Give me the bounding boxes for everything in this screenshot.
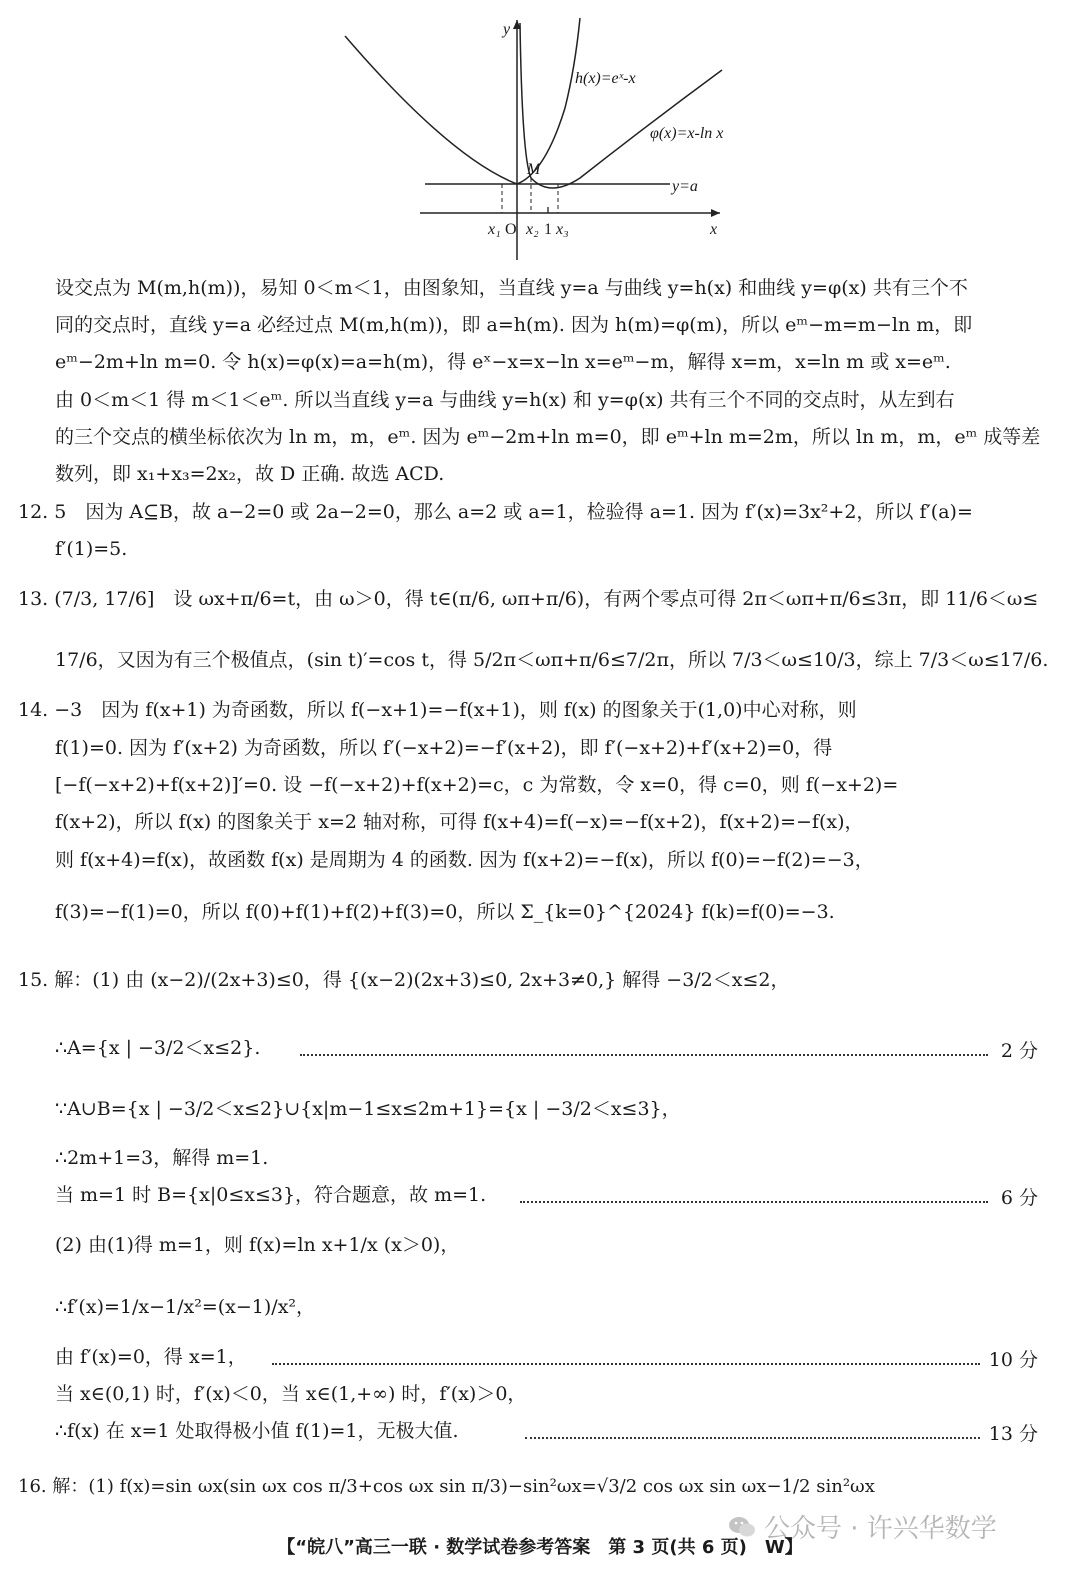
x-axis-label: x <box>710 221 718 238</box>
text-line: 则 f(x+4)=f(x)，故函数 f(x) 是周期为 4 的函数. 因为 f(x+2)=−f(x)，所以 f(0)=−f(2)=−3， <box>55 849 874 871</box>
text-line: 同的交点时，直线 y=a 必经过点 M(m,h(m))，即 a=h(m). 因为 h(m)=φ(m)，所以 eᵐ−m=m−ln m，即 <box>55 314 973 336</box>
point-m-label: M <box>527 161 541 178</box>
score-label: 13 分 <box>988 1423 1038 1445</box>
x1-label: x₁ <box>488 221 501 238</box>
x-axis-arrow <box>711 209 720 217</box>
text-line: f′(1)=5. <box>55 538 128 560</box>
text-line: [−f(−x+2)+f(x+2)]′=0. 设 −f(−x+2)+f(x+2)=c，c 为常数，令 x=0，得 c=0，则 f(−x+2)= <box>55 774 899 796</box>
text-line: 的三个交点的横坐标依次为 ln m，m，eᵐ. 因为 eᵐ−2m+ln m=0，即 eᵐ+ln m=2m，所以 ln m，m，eᵐ 成等差 <box>55 426 1041 448</box>
y-axis-label: y <box>503 21 511 38</box>
curve-phi-label: φ(x)=x-ln x <box>650 125 724 142</box>
origin-label: O <box>505 221 517 238</box>
dot-leader <box>520 1201 988 1203</box>
text-line: f(1)=0. 因为 f′(x+2) 为奇函数，所以 f′(−x+2)=−f′(x+2)，即 f′(−x+2)+f′(x+2)=0，得 <box>55 737 833 759</box>
score-label: 2 分 <box>1000 1040 1038 1062</box>
curve-phi <box>520 23 722 188</box>
text-line: ∴A={x | −3/2＜x≤2}. <box>55 1037 261 1059</box>
text-line: eᵐ−2m+ln m=0. 令 h(x)=φ(x)=a=h(m)，得 eˣ−x=x−ln x=eᵐ−m，解得 x=m，x=ln m 或 x=eᵐ. <box>55 351 951 373</box>
score-label: 10 分 <box>988 1349 1038 1371</box>
score-label: 6 分 <box>1000 1187 1038 1209</box>
answer-12: 12. 5 因为 A⊆B，故 a−2=0 或 2a−2=0，那么 a=2 或 a=1，检验得 a=1. 因为 f′(x)=3x²+2，所以 f′(a)= <box>18 501 973 523</box>
text-line: f(3)=−f(1)=0，所以 f(0)+f(1)+f(2)+f(3)=0，所以 Σ_{k=0}^{2024} f(k)=f(0)=−3. <box>55 901 835 923</box>
text-line: 数列，即 x₁+x₃=2x₂，故 D 正确. 故选 ACD. <box>55 463 445 485</box>
text-line: 17/6，又因为有三个极值点，(sin t)′=cos t，得 5/2π＜ωπ+π/6≤7/2π，所以 7/3＜ω≤10/3，综上 7/3＜ω≤17/6. <box>55 649 1049 671</box>
x3-label: x₃ <box>556 221 569 238</box>
text-line: ∴f′(x)=1/x−1/x²=(x−1)/x²， <box>55 1296 316 1318</box>
text-line: ∵A∪B={x | −3/2＜x≤2}∪{x|m−1≤x≤2m+1}={x | −3/2＜x≤3}， <box>55 1098 681 1120</box>
curve-h <box>345 18 580 184</box>
text-line: f(x+2)，所以 f(x) 的图象关于 x=2 轴对称，可得 f(x+4)=f(−x)=−f(x+2)，f(x+2)=−f(x)， <box>55 811 864 833</box>
text-line: 由 f′(x)=0，得 x=1， <box>55 1346 247 1368</box>
answer-13: 13. (7/3, 17/6] 设 ωx+π/6=t，由 ω＞0，得 t∈(π/6, ωπ+π/6)，有两个零点可得 2π＜ωπ+π/6≤3π，即 11/6＜ω≤ <box>18 588 1039 610</box>
text-line: 当 x∈(0,1) 时，f′(x)＜0，当 x∈(1,+∞) 时，f′(x)＞0， <box>55 1383 527 1405</box>
answer-14: 14. −3 因为 f(x+1) 为奇函数，所以 f(−x+1)=−f(x+1)，则 f(x) 的图象关于(1,0)中心对称，则 <box>18 699 857 721</box>
text-line: (2) 由(1)得 m=1，则 f(x)=ln x+1/x (x＞0)， <box>55 1234 460 1256</box>
x2-label: x₂ <box>526 221 539 238</box>
page-footer: 【“皖八”高三一联 · 数学试卷参考答案 第 3 页(共 6 页) W】 <box>277 1537 803 1558</box>
text-line: ∴f(x) 在 x=1 处取得极小值 f(1)=1，无极大值. <box>55 1420 459 1442</box>
text-line: 由 0＜m＜1 得 m＜1＜eᵐ. 所以当直线 y=a 与曲线 y=h(x) 和 y=φ(x) 共有三个不同的交点时，从左到右 <box>55 389 955 411</box>
answer-15: 15. 解：(1) 由 (x−2)/(2x+3)≤0，得 {(x−2)(2x+3)≤0, 2x+3≠0,} 解得 −3/2＜x≤2， <box>18 969 790 991</box>
text-line: 设交点为 M(m,h(m))，易知 0＜m＜1，由图象知，当直线 y=a 与曲线 y=h(x) 和曲线 y=φ(x) 共有三个不 <box>55 277 968 299</box>
dot-leader <box>525 1437 980 1439</box>
dot-leader <box>272 1363 980 1365</box>
curve-h-label: h(x)=eˣ-x <box>575 70 636 87</box>
text-line: ∴2m+1=3，解得 m=1. <box>55 1147 269 1169</box>
graph-svg <box>330 8 750 263</box>
one-label: 1 <box>544 221 552 238</box>
dot-leader <box>300 1054 988 1056</box>
answer-16: 16. 解：(1) f(x)=sin ωx(sin ωx cos π/3+cos ωx sin π/3)−sin²ωx=√3/2 cos ωx sin ωx−1/2 sin²ωx <box>18 1476 875 1497</box>
function-graph-figure <box>330 8 750 263</box>
line-y-a-label: y=a <box>672 178 698 195</box>
text-line: 当 m=1 时 B={x|0≤x≤3}，符合题意，故 m=1. <box>55 1184 487 1206</box>
watermark-text: 公众号 · 许兴华数学 <box>764 1514 997 1544</box>
